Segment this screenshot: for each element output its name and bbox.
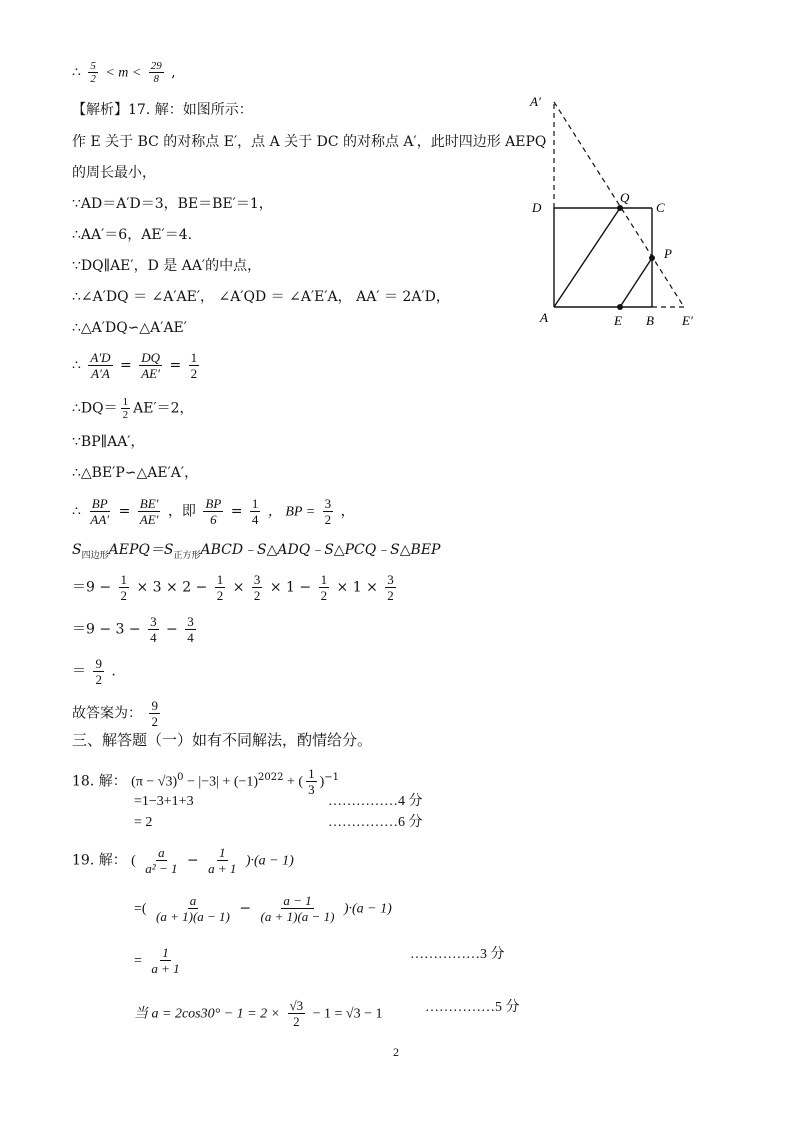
fraction: $\frac{1}{2}$ [320, 572, 328, 603]
text-line: ∵BP∥AA′， [72, 434, 145, 450]
calc-line [72, 656, 116, 687]
calc-line [134, 945, 185, 976]
fraction: $\frac{9}{2}$ [95, 656, 102, 687]
equals: = [120, 357, 132, 374]
point-Q [617, 205, 623, 211]
problem-19-line [72, 845, 294, 876]
text-line: ∴△A′DQ∽△A′AE′ [72, 320, 187, 336]
text-segment: ) [319, 774, 325, 790]
punctuation: , [171, 64, 176, 81]
therefore-symbol: ∴ [72, 503, 81, 520]
text-line: ∵DQ∥AE′，D 是 AA′的中点， [72, 258, 262, 274]
subscript: 四边形 [81, 550, 109, 561]
punctuation: ， [340, 503, 355, 520]
ratio-line [72, 350, 202, 381]
text-segment: )·(a − 1) [245, 853, 294, 869]
answer-line [72, 698, 163, 729]
analysis-heading: 【解析】17. 解：如图所示： [72, 102, 253, 118]
text-line: ∵AD＝A′D＝3，BE＝BE′＝1， [72, 196, 273, 212]
label-P: P [664, 246, 672, 261]
geometry-figure [528, 92, 708, 332]
fraction: $\frac{DQ}{AE'}$ [141, 350, 160, 381]
calc-line [72, 572, 399, 603]
text-segment: − |−3| + (−1) [183, 774, 259, 790]
fraction: $\frac{a}{\text{a² − 1}}$ [145, 845, 178, 876]
label-A: A [540, 310, 548, 325]
text-segment: × 1 − [269, 579, 312, 596]
segment-AQ [554, 208, 620, 307]
fraction: $\frac{a - 1}{(a + 1)(a - 1)}$ [260, 893, 335, 924]
label-C: C [656, 200, 665, 215]
text-segment: AE′＝2， [133, 400, 194, 417]
fraction: $\frac{BP}{6}$ [205, 496, 222, 527]
point-E [617, 304, 623, 310]
subscript: 正方形 [173, 550, 201, 561]
text-segment: × 3 × 2 − [136, 579, 208, 596]
fraction: $\frac{3}{4}$ [187, 614, 194, 645]
calc-line: =1−3+1+3 [134, 794, 194, 809]
text-segment: ，即 [167, 503, 196, 520]
fraction: $\frac{1}{3}$ [308, 766, 315, 797]
text-segment: ABCD﹣S△ADQ﹣S△PCQ﹣S△BEP [200, 542, 441, 558]
text-segment: ， BP = [267, 504, 316, 520]
text-line: ∴△BE′P∽△AE′A′， [72, 465, 199, 481]
fraction: $\frac{1}{2}$ [120, 572, 128, 603]
fraction: $\frac{BE'}{AE'}$ [139, 496, 159, 527]
fraction: $\frac{A'D}{A'A}$ [90, 350, 111, 381]
text-segment: − 1 = √3 − 1 [312, 1006, 383, 1022]
text-segment: 当 a = 2cos30° − 1 = 2 × [134, 1006, 281, 1022]
score-note: ……………6 分 [328, 815, 423, 830]
text-segment: =( [134, 901, 147, 917]
text-segment: 故答案为： [72, 705, 142, 722]
text-segment: − [186, 852, 199, 869]
calc-line [134, 998, 382, 1029]
page-number: 2 [393, 1045, 399, 1059]
calc-line [134, 893, 392, 924]
text-segment: × 1 × [336, 579, 378, 596]
text-segment: − [239, 900, 252, 917]
fraction: $\frac{5}{2}$ [90, 60, 96, 85]
problem-18-line [72, 766, 339, 797]
text-line: 的周长最小， [72, 165, 156, 181]
fraction: $\frac{1}{4}$ [251, 496, 259, 527]
text-segment: . [111, 663, 116, 680]
label-E-prime: E′ [682, 313, 693, 328]
fraction: $\frac{BP}{AA'}$ [90, 496, 110, 527]
equals: = [230, 503, 243, 520]
therefore-symbol: ∴ [72, 357, 81, 374]
score-note: ……………5 分 [425, 1000, 520, 1015]
fraction: $\frac{1}{2}$ [190, 350, 198, 381]
calc-line [72, 614, 199, 645]
fraction: $\frac{1}{2}$ [122, 396, 129, 421]
text-segment: ＝9 − [72, 579, 112, 596]
text-segment: ＝9 − 3 − [72, 621, 141, 638]
fraction: $\frac{3}{2}$ [253, 572, 261, 603]
section-heading: 三、解答题（一）如有不同解法，酌情给分。 [72, 731, 373, 749]
fraction: $\frac{a}{(a + 1)(a - 1)}$ [156, 893, 230, 924]
fraction: $\frac{1}{a + 1}$ [151, 945, 180, 976]
text-line: 作 E 关于 BC 的对称点 E′，点 A 关于 DC 的对称点 A′，此时四边形 AEPQ [72, 134, 547, 150]
text-segment: × [232, 579, 245, 596]
fraction: $\frac{29}{8}$ [150, 60, 162, 85]
equals: = [169, 357, 182, 374]
area-expression [72, 540, 440, 566]
text-segment: )·(a − 1) [343, 901, 392, 917]
label-B: B [646, 313, 654, 328]
fraction: $\frac{9}{2}$ [151, 698, 158, 729]
label-E: E [614, 313, 622, 328]
problem-label: 19. 解： [72, 852, 127, 869]
text-segment: ( [131, 853, 136, 869]
fraction: $\frac{1}{a + 1}$ [208, 845, 237, 876]
superscript: −1 [324, 771, 339, 783]
inequality-middle: < m < [105, 65, 142, 81]
text-segment: ＝ [72, 663, 86, 680]
text-segment: AEPQ＝S [108, 542, 174, 558]
text-line: ∴AA′＝6，AE′＝4. [72, 227, 193, 243]
calc-line: = 2 [134, 815, 153, 830]
fraction: $\frac{√3}{2}$ [289, 998, 304, 1029]
problem-label: 18. 解： [72, 773, 127, 790]
score-note: ……………4 分 [328, 794, 423, 809]
text-segment: − [166, 621, 178, 638]
text-line [72, 396, 194, 421]
label-A-prime: A′ [530, 94, 541, 109]
score-note: ……………3 分 [410, 947, 505, 962]
text-segment: ∴DQ＝ [72, 400, 118, 417]
inequality-line [72, 60, 176, 85]
segment-EP [620, 258, 652, 307]
therefore-symbol: ∴ [72, 64, 81, 81]
superscript: 2022 [258, 771, 284, 783]
ratio-line [72, 496, 355, 527]
text-segment: S [72, 542, 82, 558]
fraction: $\frac{3}{2}$ [324, 496, 332, 527]
label-Q: Q [620, 190, 630, 205]
superscript: 0 [177, 771, 184, 783]
fraction: $\frac{1}{2}$ [216, 572, 224, 603]
fraction: $\frac{3}{4}$ [150, 614, 157, 645]
text-line: ∴∠A′DQ ＝ ∠A′AE′， ∠A′QD ＝ ∠A′E′A， AA′ ＝ 2A′D， [72, 289, 450, 305]
label-D: D [532, 200, 542, 215]
fraction: $\frac{3}{2}$ [387, 572, 394, 603]
text-segment: (π − √3) [131, 774, 178, 790]
text-segment: + ( [283, 774, 304, 790]
point-P [649, 255, 655, 261]
equals: = [118, 503, 131, 520]
text-segment: = [134, 953, 142, 969]
